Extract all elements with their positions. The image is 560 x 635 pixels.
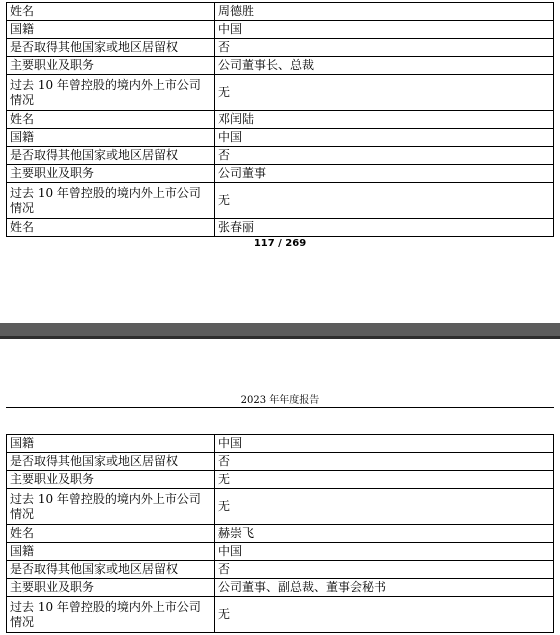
table-row bbox=[7, 525, 554, 543]
row-label: 是否取得其他国家或地区居留权 bbox=[7, 453, 215, 471]
row-label: 国籍 bbox=[7, 435, 215, 453]
row-label: 是否取得其他国家或地区居留权 bbox=[7, 561, 215, 579]
row-label: 姓名 bbox=[7, 219, 215, 237]
table-row bbox=[7, 57, 554, 75]
table-row bbox=[7, 597, 554, 633]
table-row bbox=[7, 489, 554, 525]
controlling-shareholder-table-top bbox=[6, 2, 554, 237]
row-value: 赫崇飞 bbox=[215, 525, 554, 543]
table-row bbox=[7, 39, 554, 57]
row-value: 中国 bbox=[215, 435, 554, 453]
row-value: 周德胜 bbox=[215, 3, 554, 21]
row-value: 公司董事、副总裁、董事会秘书 bbox=[215, 579, 554, 597]
row-value: 无 bbox=[215, 489, 554, 525]
table-row bbox=[7, 219, 554, 237]
table-row bbox=[7, 21, 554, 39]
table-row bbox=[7, 453, 554, 471]
row-value: 否 bbox=[215, 39, 554, 57]
row-value: 中国 bbox=[215, 129, 554, 147]
header-rule bbox=[6, 407, 554, 408]
row-value: 中国 bbox=[215, 543, 554, 561]
row-value: 否 bbox=[215, 147, 554, 165]
row-label: 是否取得其他国家或地区居留权 bbox=[7, 147, 215, 165]
page-number: 117 / 269 bbox=[253, 238, 307, 249]
row-value: 无 bbox=[215, 75, 554, 111]
row-label: 过去 10 年曾控股的境内外上市公司情况 bbox=[7, 75, 215, 111]
row-value: 公司董事长、总裁 bbox=[215, 57, 554, 75]
row-value: 否 bbox=[215, 453, 554, 471]
report-header: 2023 年年度报告 bbox=[240, 395, 320, 406]
table-row bbox=[7, 543, 554, 561]
row-label: 主要职业及职务 bbox=[7, 57, 215, 75]
row-label: 过去 10 年曾控股的境内外上市公司情况 bbox=[7, 597, 215, 633]
row-value: 无 bbox=[215, 597, 554, 633]
table-row bbox=[7, 183, 554, 219]
row-label: 过去 10 年曾控股的境内外上市公司情况 bbox=[7, 183, 215, 219]
table-row bbox=[7, 435, 554, 453]
row-label: 主要职业及职务 bbox=[7, 579, 215, 597]
row-value: 否 bbox=[215, 561, 554, 579]
row-value: 无 bbox=[215, 183, 554, 219]
table-row bbox=[7, 471, 554, 489]
row-label: 姓名 bbox=[7, 111, 215, 129]
row-label: 主要职业及职务 bbox=[7, 165, 215, 183]
table-row bbox=[7, 75, 554, 111]
row-label: 主要职业及职务 bbox=[7, 471, 215, 489]
row-value: 公司董事 bbox=[215, 165, 554, 183]
table-row bbox=[7, 561, 554, 579]
page-gap-separator bbox=[0, 323, 560, 339]
row-value: 中国 bbox=[215, 21, 554, 39]
row-label: 姓名 bbox=[7, 525, 215, 543]
controlling-shareholder-table-bottom bbox=[6, 434, 554, 633]
row-value: 无 bbox=[215, 471, 554, 489]
row-label: 国籍 bbox=[7, 21, 215, 39]
row-value: 张春丽 bbox=[215, 219, 554, 237]
table-row bbox=[7, 129, 554, 147]
row-label: 过去 10 年曾控股的境内外上市公司情况 bbox=[7, 489, 215, 525]
table-row bbox=[7, 165, 554, 183]
table-row bbox=[7, 579, 554, 597]
row-label: 姓名 bbox=[7, 3, 215, 21]
table-row bbox=[7, 147, 554, 165]
table-row bbox=[7, 3, 554, 21]
row-label: 国籍 bbox=[7, 543, 215, 561]
table-row bbox=[7, 111, 554, 129]
row-value: 邓闰陆 bbox=[215, 111, 554, 129]
row-label: 是否取得其他国家或地区居留权 bbox=[7, 39, 215, 57]
row-label: 国籍 bbox=[7, 129, 215, 147]
